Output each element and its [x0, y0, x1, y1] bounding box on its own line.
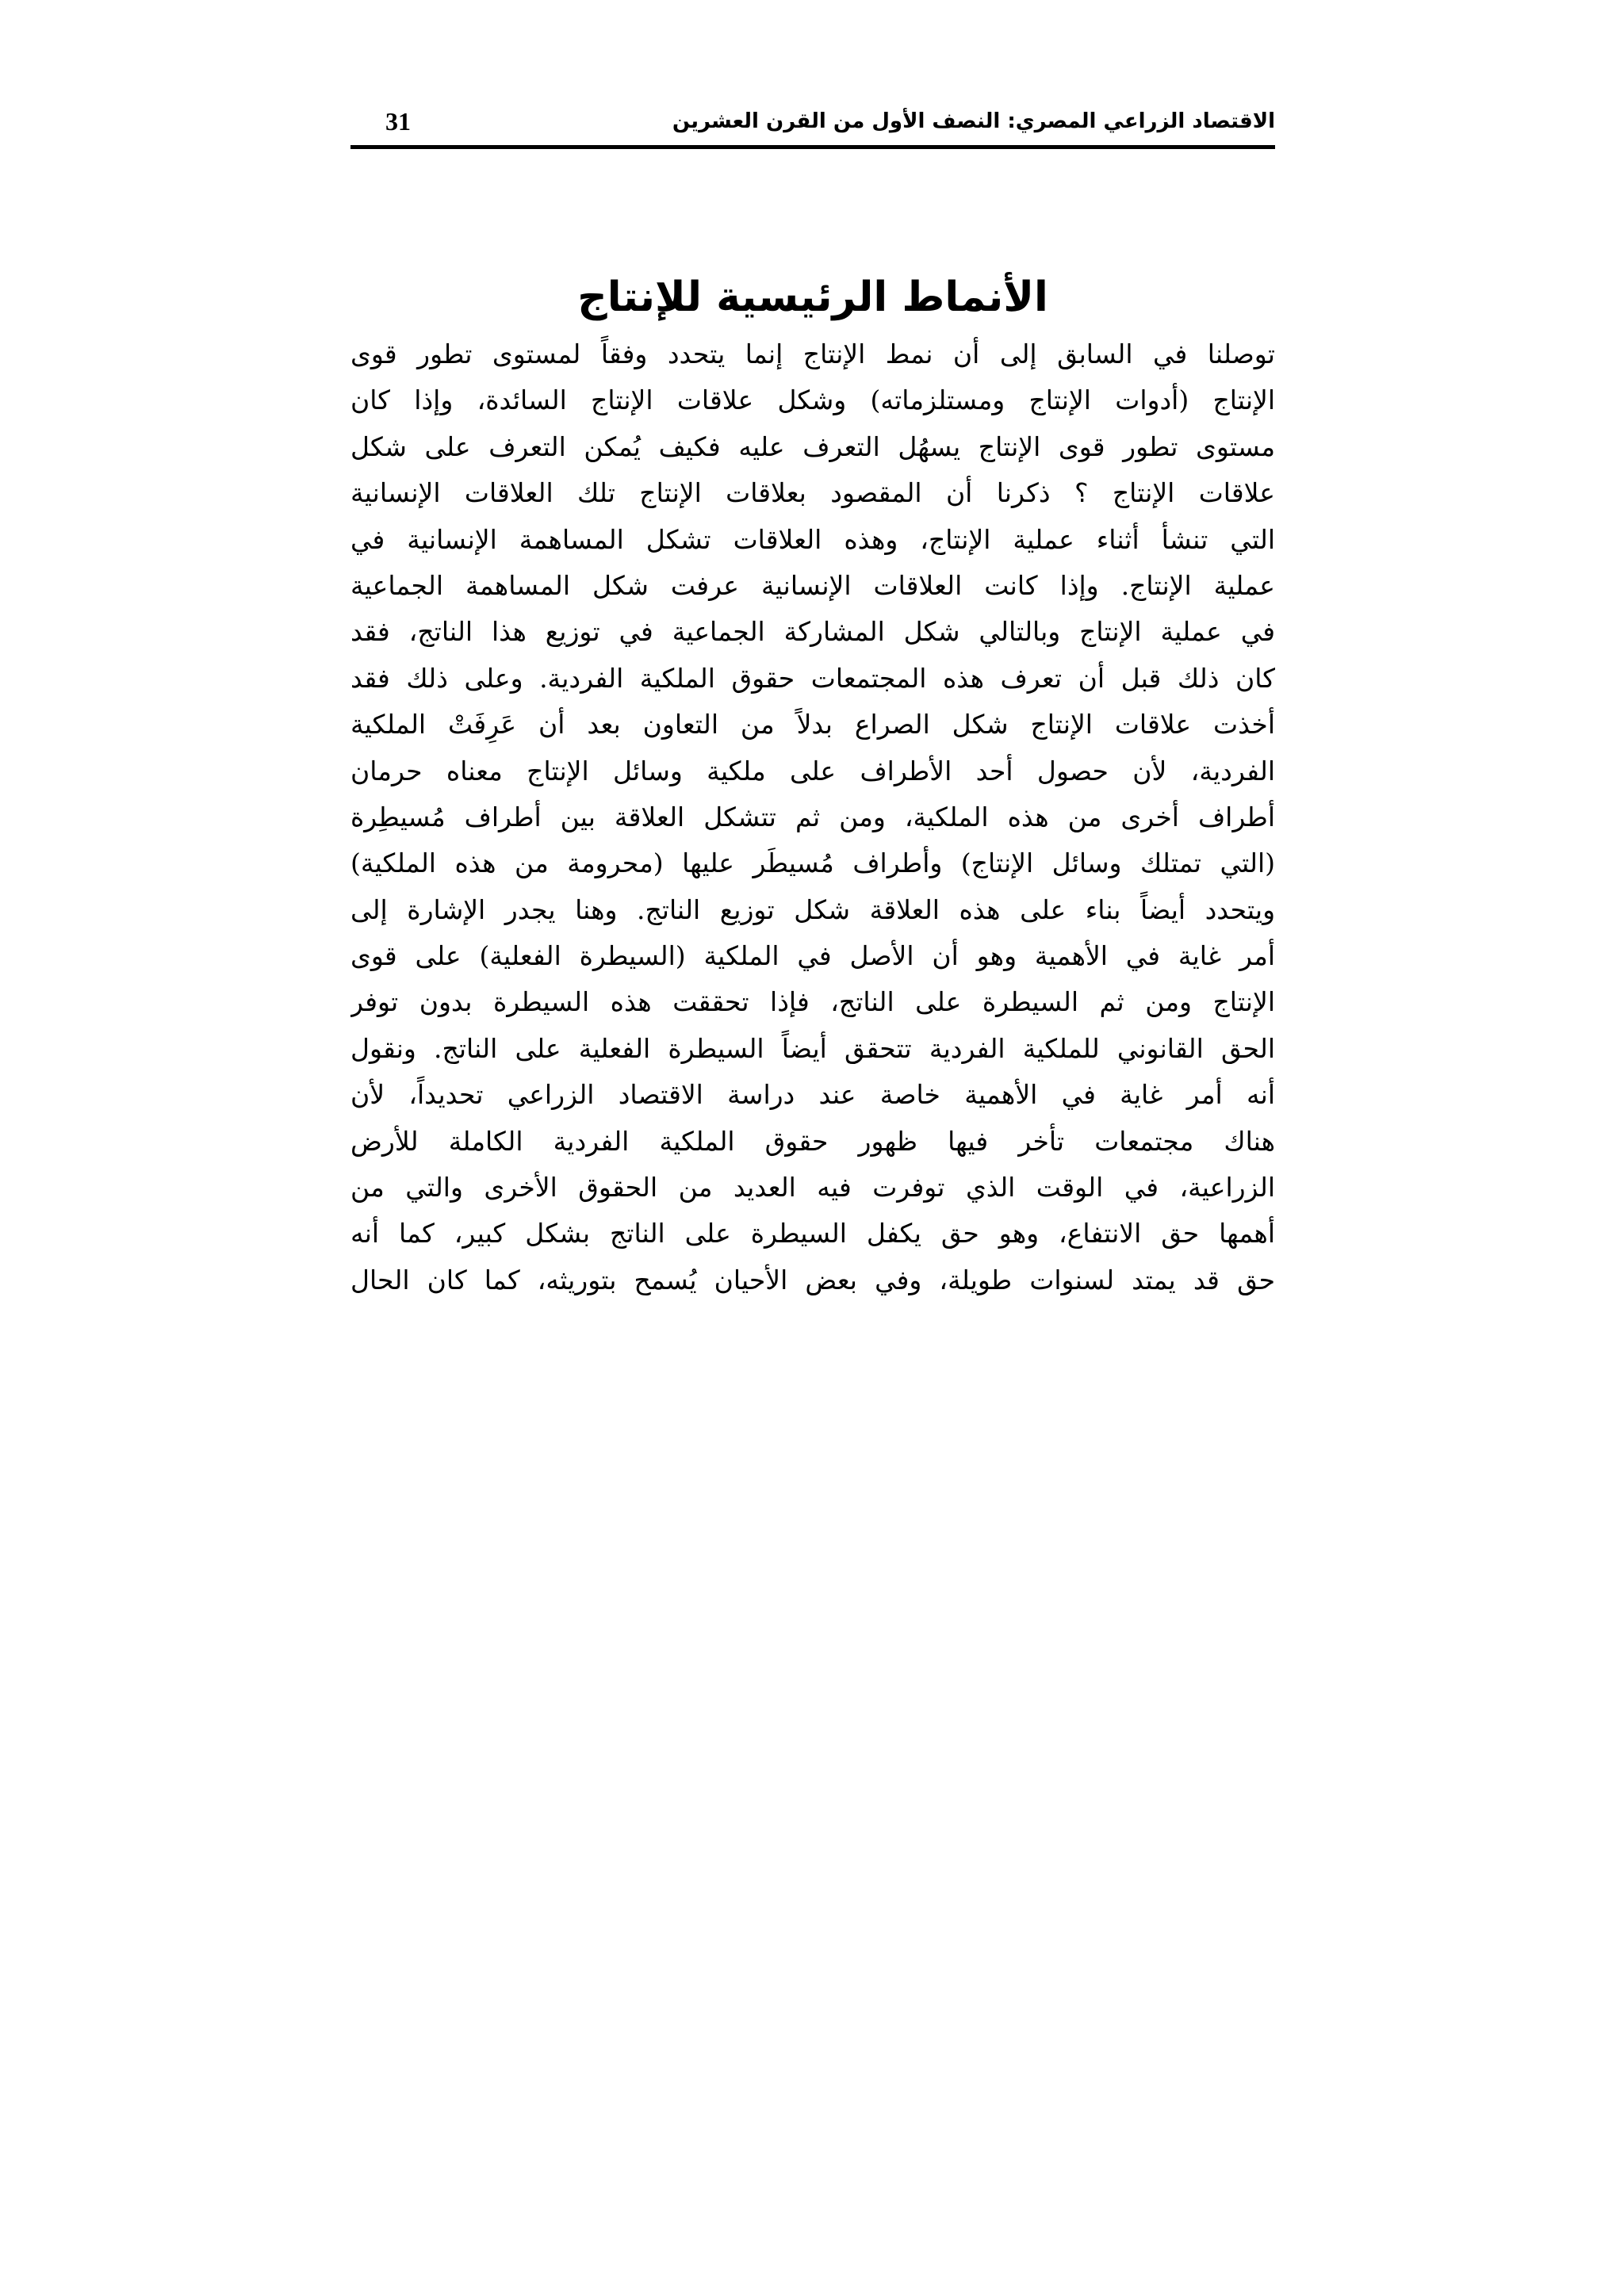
section-title: الأنماط الرئيسية للإنتاج	[577, 274, 1048, 321]
page-number: 31	[385, 107, 411, 136]
body-line: الزراعية، في الوقت الذي توفرت فيه العديد من الحقوق الأخرى والتي من	[350, 1172, 1275, 1203]
body-line: التي تنشأ أثناء عملية الإنتاج، وهذه العلاقات تشكل المساهمة الإنسانية في	[350, 523, 1275, 555]
running-title: الاقتصاد الزراعي المصري: النصف الأول من القرن العشرين	[672, 109, 1275, 133]
body-line: (التي تمتلك وسائل الإنتاج) وأطراف مُسيطَر عليها (محرومة من هذه الملكية)	[350, 848, 1275, 879]
body-line: أمر غاية في الأهمية وهو أن الأصل في الملكية (السيطرة الفعلية) على قوى	[350, 940, 1275, 972]
body-line: علاقات الإنتاج ؟ ذكرنا أن المقصود بعلاقات الإنتاج تلك العلاقات الإنسانية	[350, 477, 1275, 509]
body-line: هناك مجتمعات تأخر فيها ظهور حقوق الملكية الفردية الكاملة للأرض	[350, 1125, 1275, 1157]
body-line: الإنتاج ومن ثم السيطرة على الناتج، فإذا تحققت هذه السيطرة بدون توفر	[350, 986, 1275, 1018]
body-line: الحق القانوني للملكية الفردية تتحقق أيضاً السيطرة الفعلية على الناتج. ونقول	[350, 1032, 1275, 1064]
body-line: في عملية الإنتاج وبالتالي شكل المشاركة الجماعية في توزيع هذا الناتج، فقد	[350, 616, 1275, 648]
body-line: مستوى تطور قوى الإنتاج يسهُل التعرف عليه فكيف يُمكن التعرف على شكل	[350, 430, 1275, 462]
body-line: أهمها حق الانتفاع، وهو حق يكفل السيطرة على الناتج بشكل كبير، كما أنه	[350, 1218, 1275, 1249]
header-rule	[350, 145, 1275, 149]
body-line: كان ذلك قبل أن تعرف هذه المجتمعات حقوق الملكية الفردية. وعلى ذلك فقد	[350, 662, 1275, 694]
body-line: توصلنا في السابق إلى أن نمط الإنتاج إنما يتحدد وفقاً لمستوى تطور قوى	[350, 339, 1275, 369]
body-line: الفردية، لأن حصول أحد الأطراف على ملكية وسائل الإنتاج معناه حرمان	[350, 755, 1275, 786]
body-line: أنه أمر غاية في الأهمية خاصة عند دراسة الاقتصاد الزراعي تحديداً، لأن	[350, 1079, 1275, 1111]
body-text	[350, 331, 1275, 1303]
body-line: ويتحدد أيضاً بناء على هذه العلاقة شكل توزيع الناتج. وهنا يجدر الإشارة إلى	[350, 894, 1275, 925]
body-line: حق قد يمتد لسنوات طويلة، وفي بعض الأحيان يُسمح بتوريثه، كما كان الحال	[350, 1264, 1275, 1295]
body-line: الإنتاج (أدوات الإنتاج ومستلزماته) وشكل علاقات الإنتاج السائدة، وإذا كان	[350, 385, 1275, 416]
body-line: أخذت علاقات الإنتاج شكل الصراع بدلاً من التعاون بعد أن عَرِفَتْ الملكية	[350, 709, 1275, 740]
body-line: عملية الإنتاج. وإذا كانت العلاقات الإنسانية عرفت شكل المساهمة الجماعية	[350, 569, 1275, 601]
body-line: أطراف أخرى من هذه الملكية، ومن ثم تتشكل العلاقة بين أطراف مُسيطِرة	[350, 801, 1275, 832]
page-header	[350, 101, 1275, 141]
